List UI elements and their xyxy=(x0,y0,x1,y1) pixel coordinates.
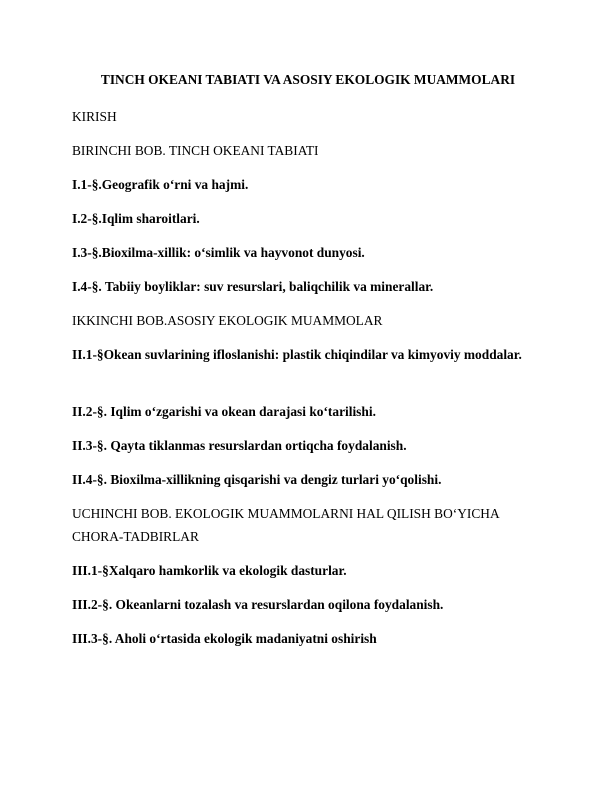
toc-section-3-2: III.2-§. Okeanlarni tozalash va resurslardan oqilona foydalanish. xyxy=(72,597,444,612)
toc-section-1-1: I.1-§.Geografik o‘rni va hajmi. xyxy=(72,177,249,192)
toc-item-introduction: KIRISH xyxy=(72,109,117,124)
toc-chapter-1: BIRINCHI BOB. TINCH OKEANI TABIATI xyxy=(72,143,319,158)
toc-section-2-2: II.2-§. Iqlim o‘zgarishi va okean darajasi ko‘tarilishi. xyxy=(72,404,376,419)
toc-section-1-3: I.3-§.Bioxilma-xillik: o‘simlik va hayvonot dunyosi. xyxy=(72,245,365,260)
toc-chapter-3: UCHINCHI BOB. EKOLOGIK MUAMMOLARNI HAL QILISH BO‘YICHA CHORA-TADBIRLAR xyxy=(72,506,499,544)
toc-section-2-1: II.1-§Okean suvlarining ifloslanishi: plastik chiqindilar va kimyoviy moddalar. xyxy=(72,347,522,362)
toc-section-1-2: I.2-§.Iqlim sharoitlari. xyxy=(72,211,200,226)
toc-section-3-3: III.3-§. Aholi o‘rtasida ekologik madaniyatni oshirish xyxy=(72,631,377,646)
toc-section-2-3: II.3-§. Qayta tiklanmas resurslardan ortiqcha foydalanish. xyxy=(72,438,407,453)
toc-chapter-2: IKKINCHI BOB.ASOSIY EKOLOGIK MUAMMOLAR xyxy=(72,313,383,328)
toc-section-2-4: II.4-§. Bioxilma-xillikning qisqarishi va dengiz turlari yo‘qolishi. xyxy=(72,472,442,487)
toc-section-1-4: I.4-§. Tabiiy boyliklar: suv resurslari, baliqchilik va minerallar. xyxy=(72,279,434,294)
document-title: TINCH OKEANI TABIATI VA ASOSIY EKOLOGIK MUAMMOLARI xyxy=(100,72,516,87)
toc-section-3-1: III.1-§Xalqaro hamkorlik va ekologik dasturlar. xyxy=(72,563,347,578)
